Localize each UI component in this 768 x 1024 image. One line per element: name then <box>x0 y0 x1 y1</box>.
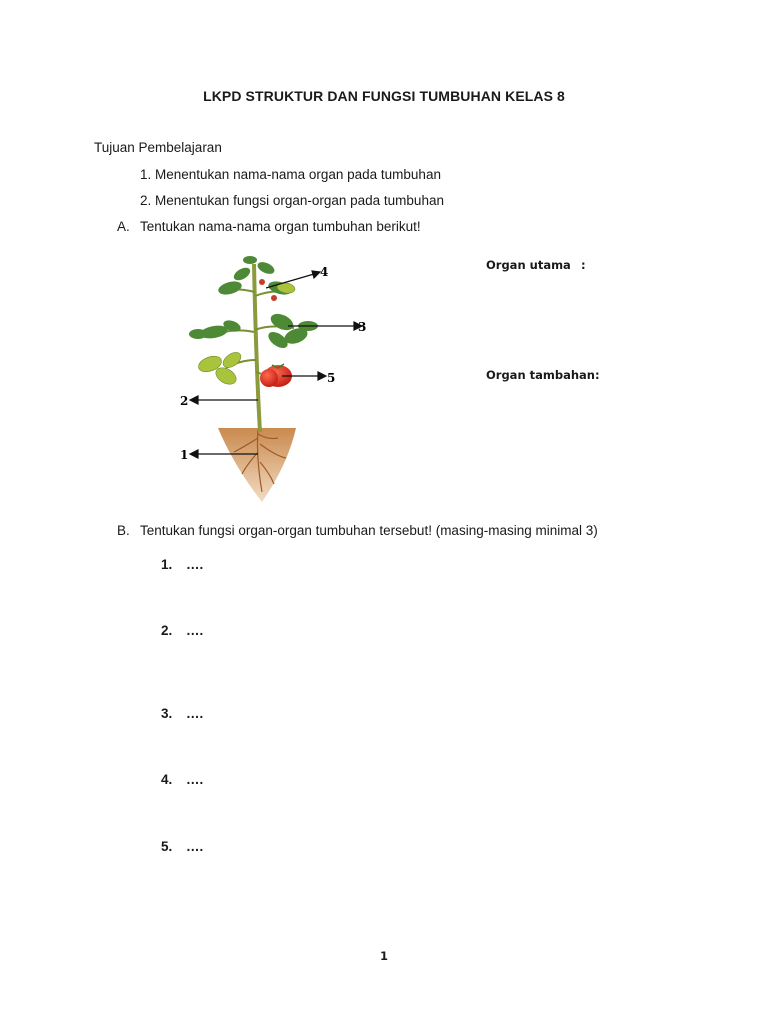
goal-item-2: 2. Menentukan fungsi organ-organ pada tumbuhan <box>140 193 444 208</box>
answer-line-5: …. <box>186 839 204 854</box>
section-b-marker: B. <box>117 523 130 538</box>
main-stem <box>254 264 260 432</box>
answer-number-3: 3. <box>161 706 173 721</box>
answer-line-4: …. <box>186 772 204 787</box>
figure-label-1: 1 <box>180 448 189 462</box>
figure-label-5: 5 <box>327 371 336 385</box>
answer-line-3: …. <box>186 706 204 721</box>
page-number: 1 <box>379 949 388 963</box>
organ-tambahan-label: Organ tambahan: <box>486 368 600 382</box>
plant-illustration <box>170 252 380 504</box>
figure-label-3: 3 <box>358 320 367 334</box>
section-b-instruction: Tentukan fungsi organ-organ tumbuhan tersebut! (masing-masing minimal 3) <box>140 523 598 538</box>
goals-heading: Tujuan Pembelajaran <box>94 140 222 155</box>
document-title: LKPD STRUKTUR DAN FUNGSI TUMBUHAN KELAS 8 <box>203 88 565 104</box>
answer-line-2: …. <box>186 623 204 638</box>
section-a-instruction: Tentukan nama-nama organ tumbuhan berikut! <box>140 219 421 234</box>
section-a-marker: A. <box>117 219 130 234</box>
organ-utama-label: Organ utama <box>486 258 571 272</box>
answer-number-2: 2. <box>161 623 173 638</box>
figure-label-4: 4 <box>320 265 329 279</box>
answer-number-4: 4. <box>161 772 173 787</box>
answer-line-1: …. <box>186 557 204 572</box>
answer-number-1: 1. <box>161 557 173 572</box>
answer-number-5: 5. <box>161 839 173 854</box>
figure-label-2: 2 <box>180 394 189 408</box>
organ-utama-colon: : <box>581 258 586 272</box>
goal-item-1: 1. Menentukan nama-nama organ pada tumbuhan <box>140 167 441 182</box>
